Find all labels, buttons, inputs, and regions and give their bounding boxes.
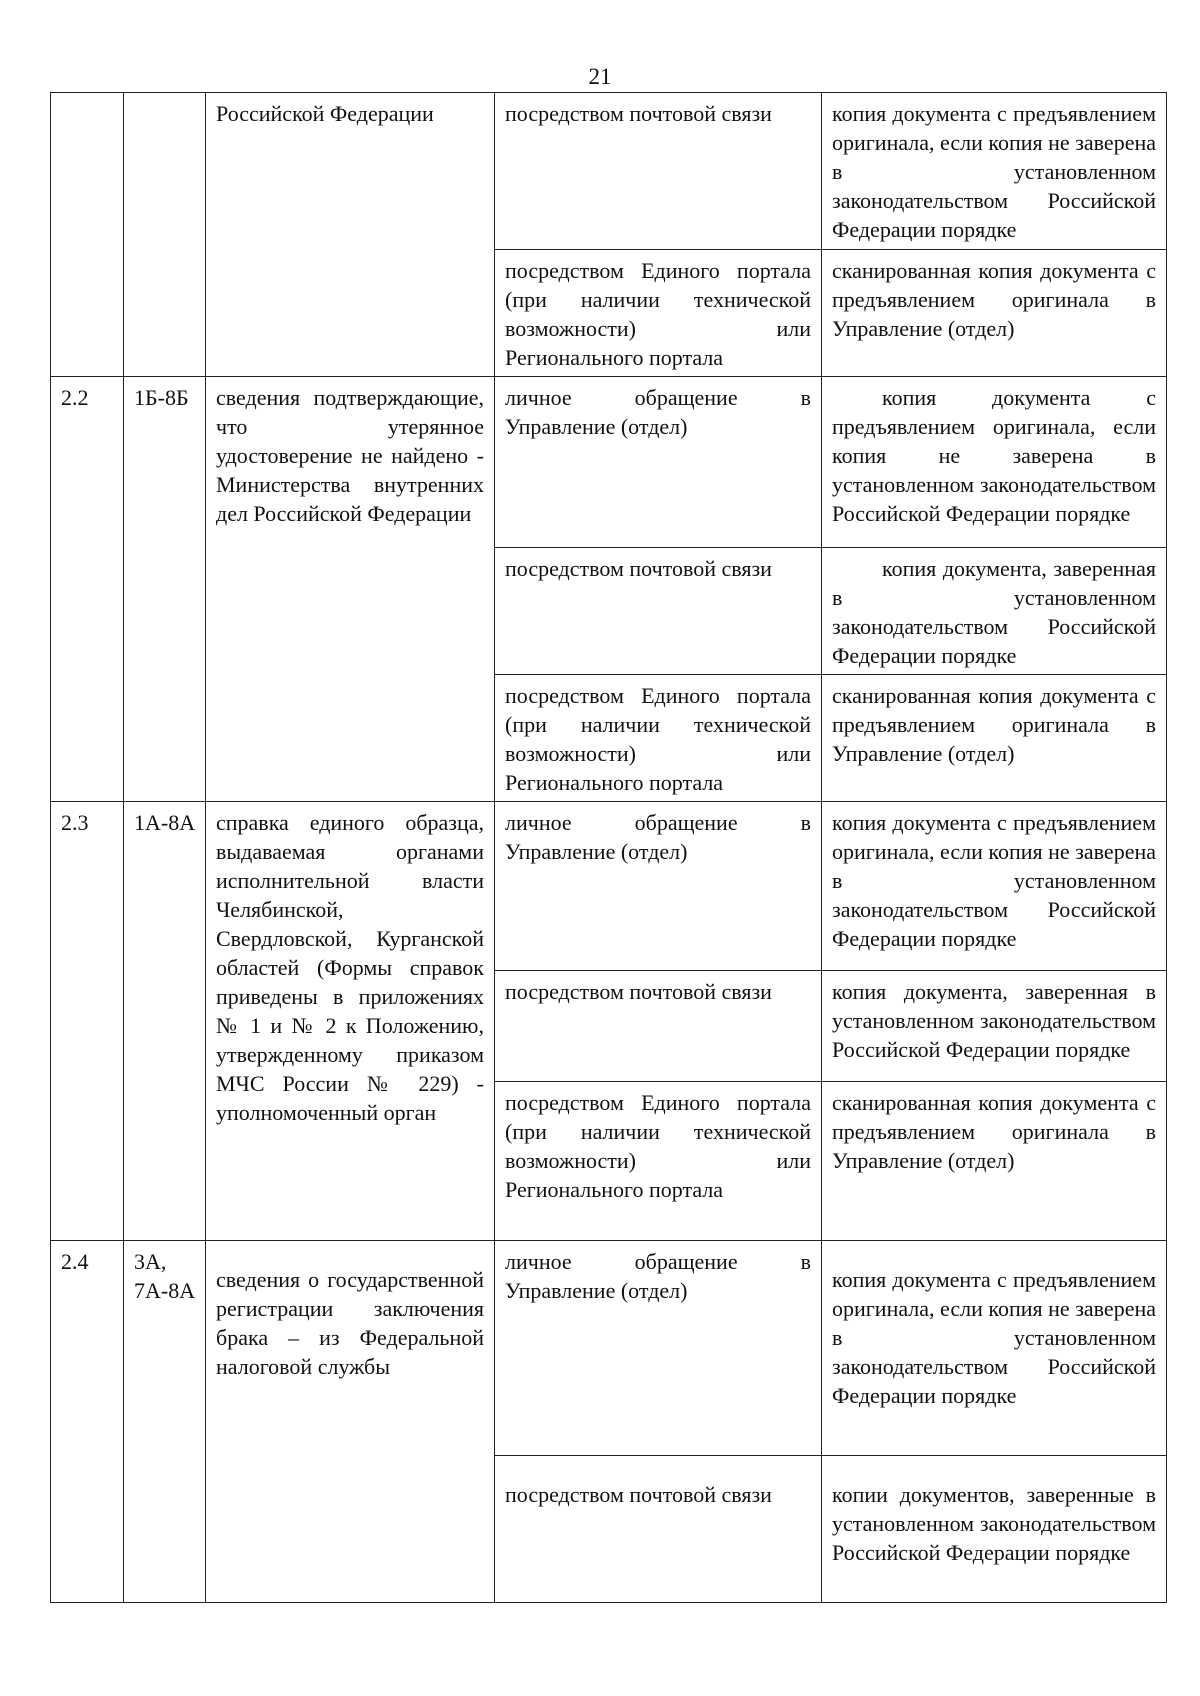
form-cell: сканированная копия документа с предъявлением оригинала в Управление (отдел) <box>822 675 1167 802</box>
method-cell: посредством Единого портала (при наличии технической возможности) или Регионального портала <box>495 250 822 377</box>
table-row <box>51 377 1167 548</box>
method-cell: личное обращение в Управление (отдел) <box>495 1241 822 1456</box>
document-cell: Российской Федерации <box>206 93 495 377</box>
method-cell: посредством Единого портала (при наличии технической возможности) или Регионального портала <box>495 675 822 802</box>
row-number-cell <box>51 93 124 377</box>
form-cell: копии документов, заверенные в установленном законодательством Российской Федерации порядке <box>822 1456 1167 1603</box>
row-code-cell: 3А, 7А-8А <box>124 1241 206 1603</box>
method-cell: посредством почтовой связи <box>495 971 822 1082</box>
row-number-cell: 2.2 <box>51 377 124 802</box>
row-number-cell: 2.3 <box>51 802 124 1241</box>
method-cell: личное обращение в Управление (отдел) <box>495 802 822 971</box>
row-code-cell: 1Б-8Б <box>124 377 206 802</box>
method-cell: посредством почтовой связи <box>495 548 822 675</box>
page-number: 21 <box>588 64 612 89</box>
row-code-cell <box>124 93 206 377</box>
table-row <box>51 93 1167 250</box>
row-code-cell: 1А-8А <box>124 802 206 1241</box>
method-cell: посредством Единого портала (при наличии технической возможности) или Регионального портала <box>495 1082 822 1241</box>
form-cell: сканированная копия документа с предъявлением оригинала в Управление (отдел) <box>822 1082 1167 1241</box>
method-cell: посредством почтовой связи <box>495 1456 822 1603</box>
form-cell: копия документа, заверенная в установленном законодательством Российской Федерации порядке <box>822 971 1167 1082</box>
form-cell: копия документа с предъявлением оригинала, если копия не заверена в установленном законодательством Российской Федерации порядке <box>822 93 1167 250</box>
document-cell: сведения о государственной регистрации заключения брака – из Федеральной налоговой службы <box>206 1241 495 1603</box>
method-cell: посредством почтовой связи <box>495 93 822 250</box>
table-row <box>51 802 1167 971</box>
form-cell: копия документа с предъявлением оригинала, если копия не заверена в установленном законодательством Российской Федерации порядке <box>822 377 1167 548</box>
services-table <box>50 92 1167 1603</box>
document-cell: справка единого образца, выдаваемая органами исполнительной власти Челябинской, Свердловской, Курганской областей (Формы справок приведены в приложениях № 1 и № 2 к Положению, утвержденному приказом МЧС России № 229) - уполномоченный орган <box>206 802 495 1241</box>
form-cell: копия документа с предъявлением оригинала, если копия не заверена в установленном законодательством Российской Федерации порядке <box>822 802 1167 971</box>
row-number-cell: 2.4 <box>51 1241 124 1603</box>
form-cell: копия документа, заверенная в установленном законодательством Российской Федерации порядке <box>822 548 1167 675</box>
table-row <box>51 1241 1167 1456</box>
form-cell: копия документа с предъявлением оригинала, если копия не заверена в установленном законодательством Российской Федерации порядке <box>822 1241 1167 1456</box>
method-cell: личное обращение в Управление (отдел) <box>495 377 822 548</box>
document-cell: сведения подтверждающие, что утерянное удостоверение не найдено - Министерства внутренних дел Российской Федерации <box>206 377 495 802</box>
form-cell: сканированная копия документа с предъявлением оригинала в Управление (отдел) <box>822 250 1167 377</box>
